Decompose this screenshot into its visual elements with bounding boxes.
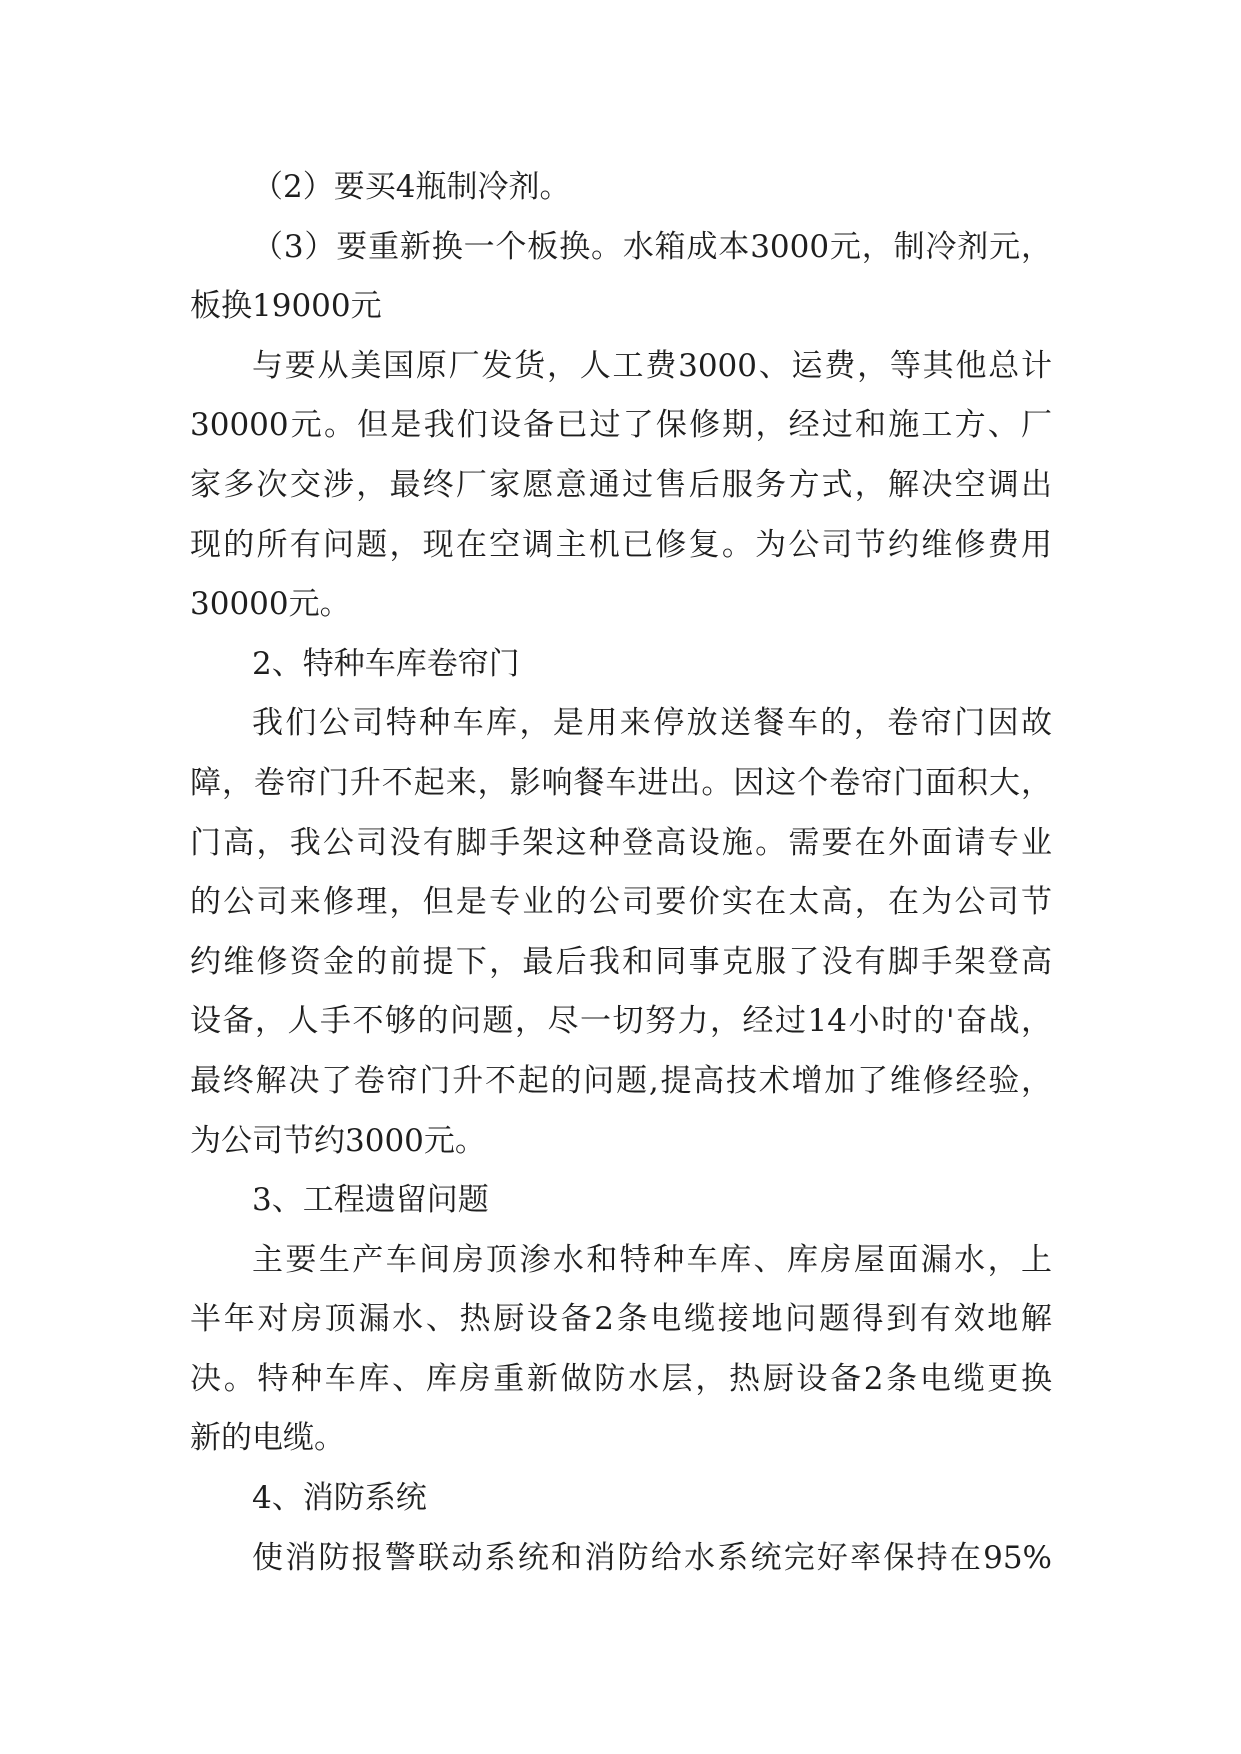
text-line: 最终解决了卷帘门升不起的问题,提高技术增加了维修经验， — [190, 1062, 1052, 1099]
text-line: 半年对房顶漏水、热厨设备2条电缆接地问题得到有效地解 — [190, 1301, 1052, 1338]
document-body — [190, 158, 1052, 1588]
text-line: 门高，我公司没有脚手架这种登高设施。需要在外面请专业 — [190, 824, 1052, 861]
text-line: 30000元。 — [190, 586, 351, 623]
text-line: 主要生产车间房顶渗水和特种车库、库房屋面漏水，上 — [252, 1241, 1052, 1278]
text-line: 约维修资金的前提下，最后我和同事克服了没有脚手架登高 — [190, 943, 1052, 980]
text-line: 决。特种车库、库房重新做防水层，热厨设备2条电缆更换 — [190, 1360, 1052, 1397]
text-line: 设备，人手不够的问题，尽一切努力，经过14小时的'奋战， — [190, 1003, 1052, 1040]
text-line: 家多次交涉，最终厂家愿意通过售后服务方式，解决空调出 — [190, 466, 1052, 503]
text-line: 的公司来修理，但是专业的公司要价实在太高，在为公司节 — [190, 884, 1052, 921]
text-line: 障，卷帘门升不起来，影响餐车进出。因这个卷帘门面积大， — [190, 764, 1052, 801]
text-line: 新的电缆。 — [190, 1420, 345, 1457]
text-line: 板换19000元 — [190, 288, 382, 325]
text-line: （3）要重新换一个板换。水箱成本3000元，制冷剂元， — [252, 228, 1052, 265]
text-line: 现的所有问题，现在空调主机已修复。为公司节约维修费用 — [190, 526, 1052, 563]
section-heading: 3、工程遗留问题 — [252, 1182, 489, 1219]
section-heading: 2、特种车库卷帘门 — [252, 645, 520, 682]
text-line: 为公司节约3000元。 — [190, 1122, 486, 1159]
section-heading: 4、消防系统 — [252, 1480, 427, 1517]
text-line: 30000元。但是我们设备已过了保修期，经过和施工方、厂 — [190, 407, 1052, 444]
text-line: 我们公司特种车库，是用来停放送餐车的，卷帘门因故 — [252, 705, 1052, 742]
text-line: 与要从美国原厂发货，人工费3000、运费，等其他总计 — [252, 347, 1052, 384]
text-line: （2）要买4瓶制冷剂。 — [252, 169, 571, 205]
text-line: 使消防报警联动系统和消防给水系统完好率保持在95% — [252, 1539, 1052, 1576]
